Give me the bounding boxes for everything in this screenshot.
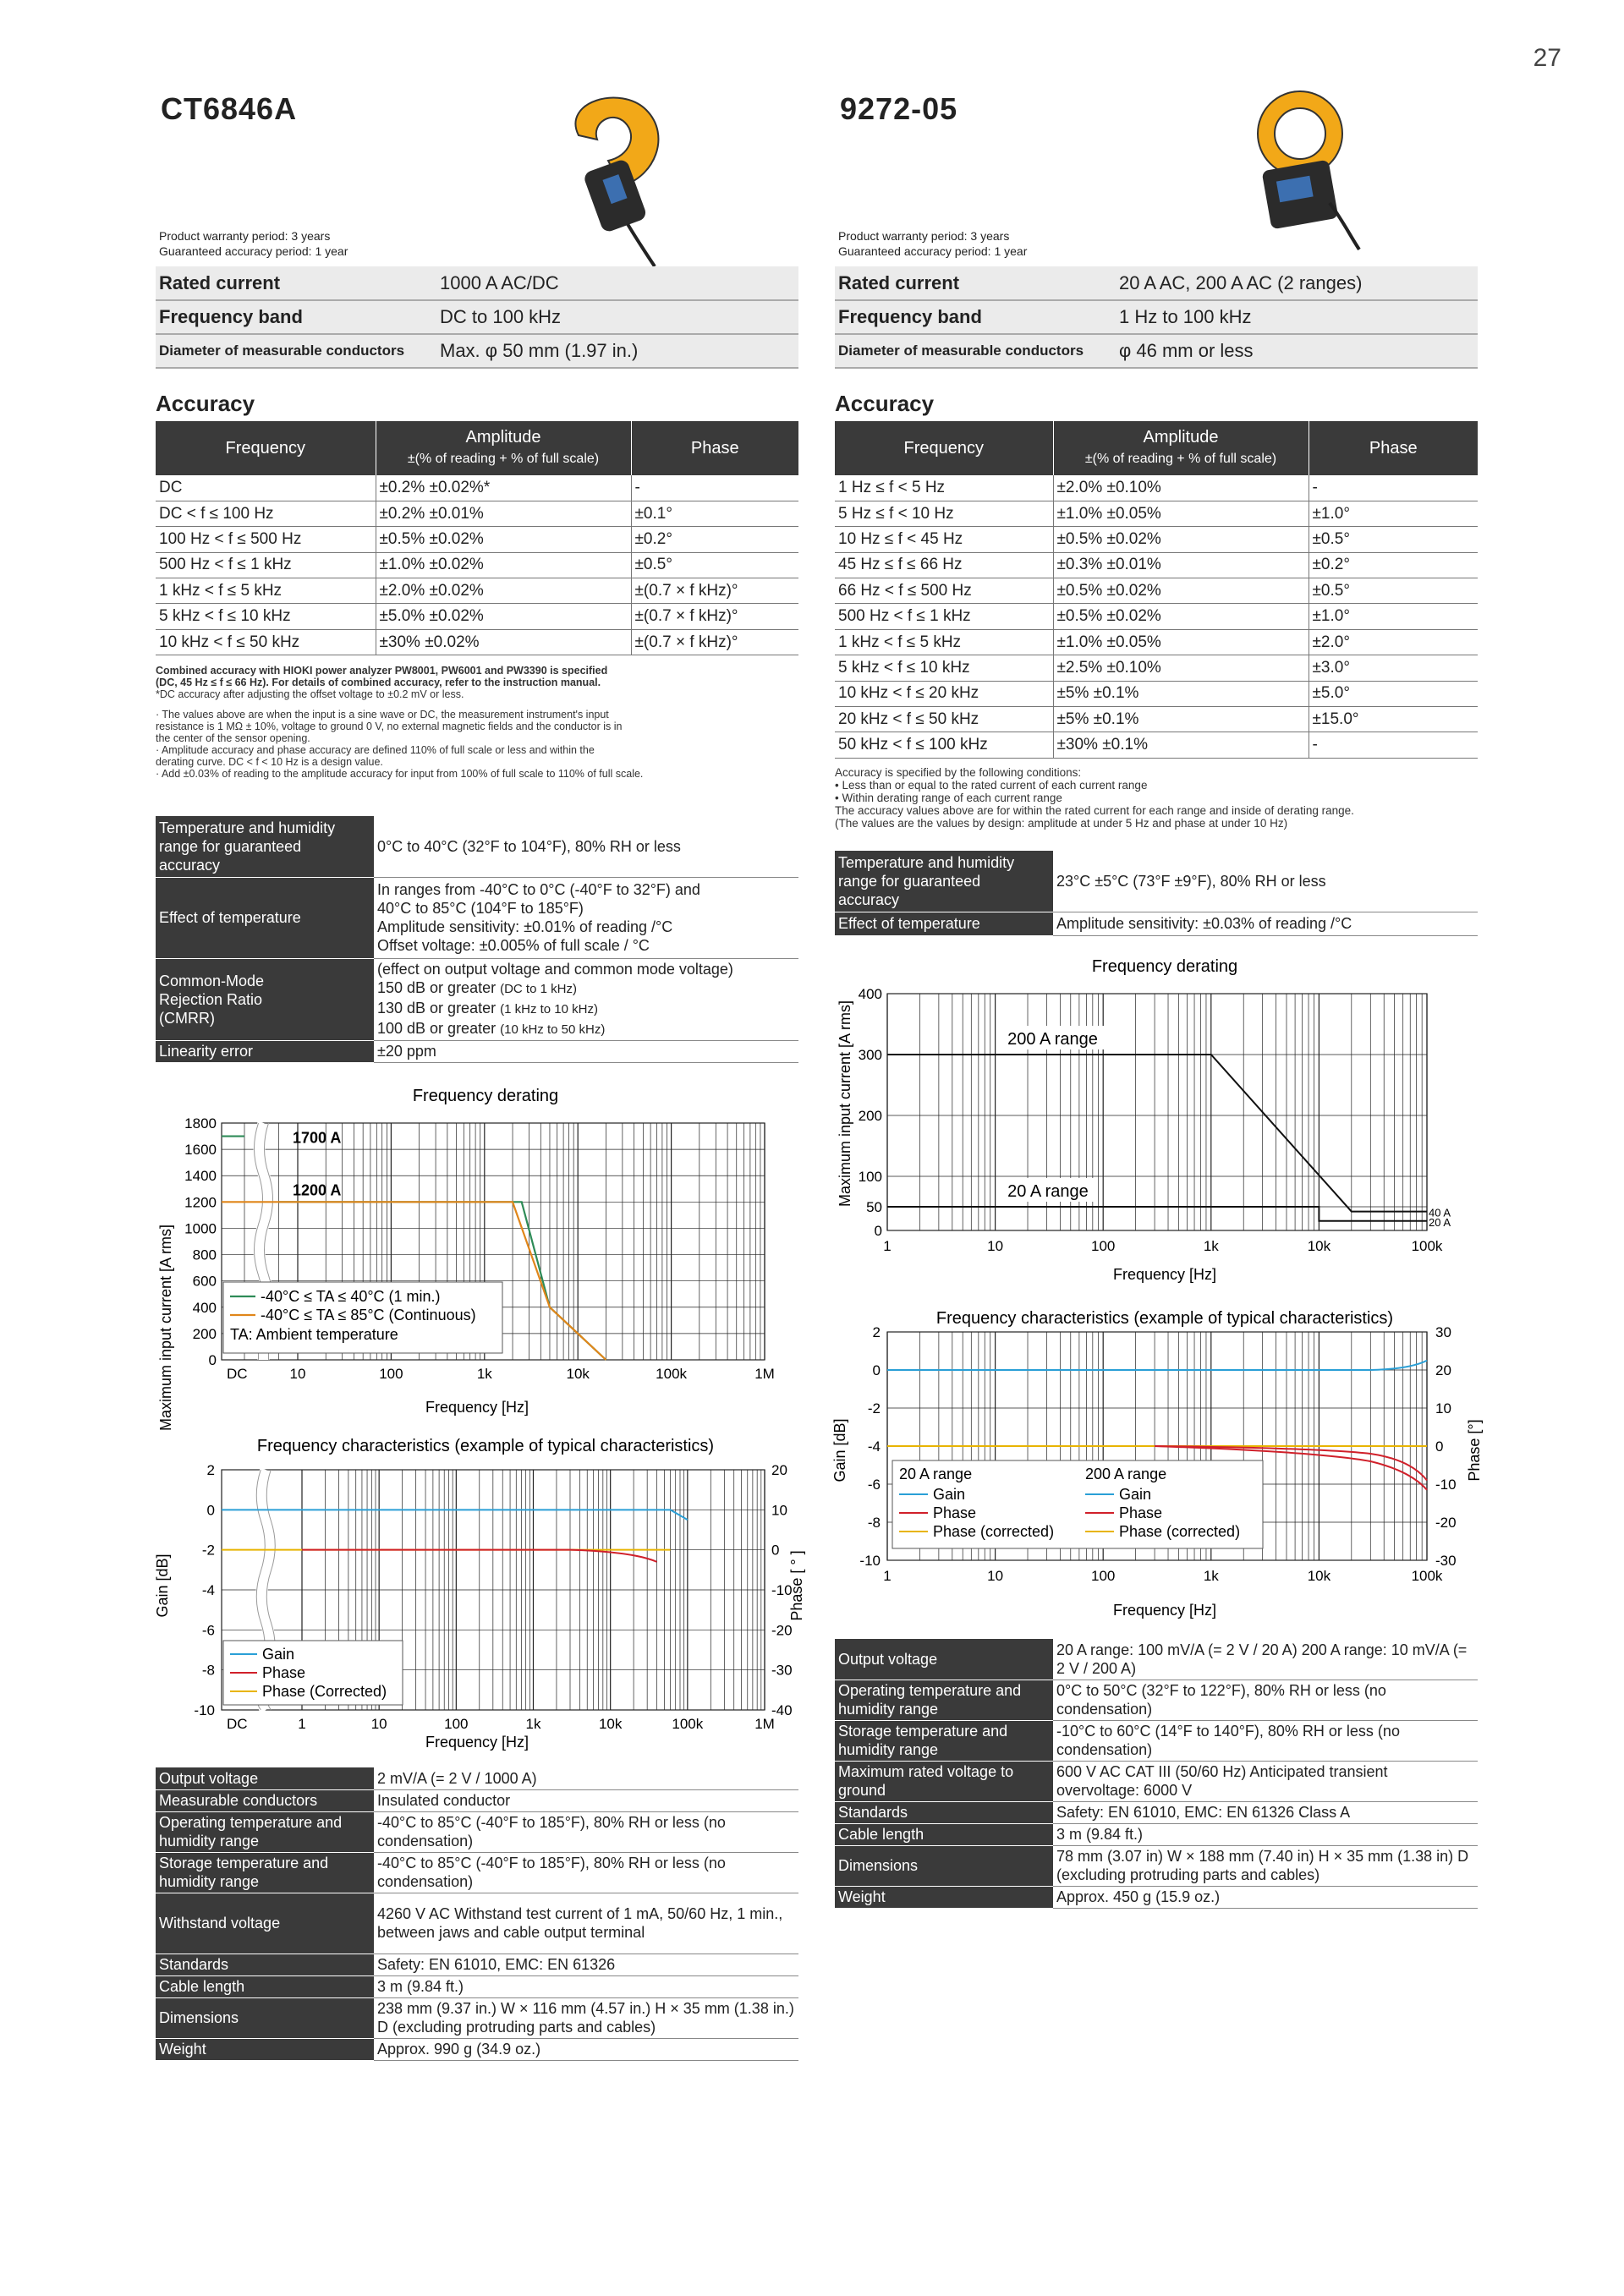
accuracy-heading: Accuracy <box>835 391 935 416</box>
spec-value: 20 A range: 100 mV/A (= 2 V / 20 A) 200 A range: 10 mV/A (= 2 V / 200 A) <box>1053 1639 1478 1680</box>
x-axis-label: Frequency [Hz] <box>425 1399 529 1416</box>
spec-label: Output voltage <box>156 1767 374 1789</box>
tick-label: 0 <box>872 1362 881 1378</box>
page-number: 27 <box>1533 44 1561 72</box>
accuracy-notes: Combined accuracy with HIOKI power analyzer PW8001, PW6001 and PW3390 is specified (DC, 45 Hz ≤ f ≤ 66 Hz). For details of combined accuracy, refer to the instruction manual. *DC accuracy after adjusting the offset voltage to ±0.2 mV or less. · The values above are when the input is a sine wave or DC, the measurement instrument's input resistance is 1 MΩ ± 10%, voltage to ground 0 V, no external magnetic fields and the conductor is in the center of the sensor opening. · Amplitude accuracy and phase accuracy are defined 110% of full scale or less and within the derating curve. DC < f < 10 Hz is a design value. · Add ±0.03% of reading to the amplitude accuracy for input from 100% of full scale to 110% of full scale. <box>156 665 644 780</box>
spec-row <box>156 1852 798 1893</box>
spec-value: Approx. 450 g (15.9 oz.) <box>1053 1886 1478 1908</box>
tick-label: 100 <box>444 1716 469 1732</box>
spec-row <box>835 1886 1478 1908</box>
tick-label: -4 <box>201 1582 215 1598</box>
accuracy-row <box>835 629 1478 655</box>
spec-label: Weight <box>156 2038 374 2060</box>
accuracy-cell: ±0.2° <box>1309 552 1478 578</box>
frequency-derating-chart <box>156 1082 798 1432</box>
annotation: 20 A <box>1429 1215 1451 1229</box>
y-axis-label: Maximum input current [A rms] <box>837 1000 853 1208</box>
accuracy-cell: ±5% ±0.1% <box>1053 681 1309 706</box>
tick-label: -30 <box>771 1662 793 1679</box>
tick-label: 10 <box>370 1716 387 1732</box>
accuracy-row <box>835 552 1478 578</box>
accuracy-row <box>156 501 798 526</box>
tick-label: -6 <box>201 1622 215 1639</box>
accuracy-row <box>835 707 1478 732</box>
tick-label: 0 <box>874 1223 882 1239</box>
tick-label: 200 <box>858 1108 882 1124</box>
accuracy-cell: ±0.5% ±0.02% <box>1053 527 1309 552</box>
accuracy-heading: Accuracy <box>156 391 255 416</box>
accuracy-cell: ±5.0% ±0.02% <box>376 604 631 629</box>
accuracy-cell: ±0.2° <box>631 527 798 552</box>
accuracy-row <box>156 604 798 629</box>
tick-label: -2 <box>867 1400 881 1417</box>
tick-label: 1600 <box>184 1142 217 1159</box>
spec-label: Output voltage <box>835 1639 1053 1680</box>
accuracy-cell: ±1.0° <box>1309 604 1478 629</box>
tick-label: -10 <box>194 1702 215 1718</box>
tick-label: -4 <box>867 1438 881 1455</box>
spec-label: Cable length <box>156 1975 374 1997</box>
tick-label: 400 <box>192 1299 217 1316</box>
tick-label: 10k <box>1307 1238 1331 1254</box>
accuracy-cell: 66 Hz < f ≤ 500 Hz <box>835 578 1053 604</box>
accuracy-cell: 1 kHz < f ≤ 5 kHz <box>835 629 1053 655</box>
legend-label: -40°C ≤ TA ≤ 85°C (Continuous) <box>261 1307 476 1323</box>
accuracy-cell: ±1.0% ±0.02% <box>376 552 631 578</box>
accuracy-cell: ±30% ±0.1% <box>1053 732 1309 758</box>
spec-row <box>835 1639 1478 1680</box>
accuracy-cell: 50 kHz < f ≤ 100 kHz <box>835 732 1053 758</box>
accuracy-row <box>156 629 798 655</box>
spec-row: Frequency band 1 Hz to 100 kHz <box>835 300 1478 334</box>
gain-line <box>887 1361 1427 1370</box>
tick-label: 100 <box>1091 1238 1116 1254</box>
spec-value: 3 m (9.84 ft.) <box>374 1975 798 1997</box>
tick-label: 400 <box>858 986 882 1002</box>
tick-label: 1k <box>476 1366 492 1382</box>
accuracy-cell: ±(0.7 × f kHz)° <box>631 578 798 604</box>
tick-label: 300 <box>858 1047 882 1063</box>
tick-label: -40 <box>771 1702 793 1718</box>
accuracy-cell: ±2.0° <box>1309 629 1478 655</box>
legend-label: TA: Ambient temperature <box>230 1326 398 1343</box>
tick-label: 1k <box>525 1716 541 1732</box>
spec-label: Dimensions <box>835 1845 1053 1886</box>
tick-label: 1800 <box>184 1115 217 1132</box>
tick-label: 2 <box>872 1324 881 1340</box>
accuracy-row <box>835 655 1478 681</box>
spec-label: Maximum rated voltage to ground <box>835 1761 1053 1801</box>
spec-row <box>835 1845 1478 1886</box>
accuracy-cell: - <box>1309 475 1478 501</box>
legend-label: Phase (corrected) <box>1119 1523 1241 1540</box>
accuracy-cell: ±2.0% ±0.02% <box>376 578 631 604</box>
accuracy-table: Frequency Amplitude ±(% of reading + % of full scale) Phase DC ±0.2% ±0.02%* - DC < f ≤ 100 Hz ±0.2% ±0.01% ±0.1° 100 Hz < f ≤ 500 Hz ±0.5% ±0.02% ±0.2° 500 Hz < f ≤ 1 kHz ±1.0% ±0.02% ±0.5° 1 kHz < f ≤ 5 kHz ±2.0% ±0.02% ±(0.7 × f kHz)° 5 kHz < f ≤ 10 kHz ±5.0% ±0.02% ±(0.7 × f kHz)° 10 kHz < f ≤ 50 kHz ±30% ±0.02% ±(0.7 × f kHz)° <box>156 421 798 655</box>
accuracy-cell: DC < f ≤ 100 Hz <box>156 501 376 526</box>
tick-label: 1k <box>1203 1568 1219 1584</box>
spec-label: Standards <box>835 1801 1053 1823</box>
accuracy-cell: ±0.5% ±0.02% <box>1053 604 1309 629</box>
spec-value: 600 V AC CAT III (50/60 Hz) Anticipated transient overvoltage: 6000 V <box>1053 1761 1478 1801</box>
product-title: 9272-05 <box>840 91 958 126</box>
annotation: 40 A <box>1429 1206 1451 1219</box>
spec-row: Diameter of measurable conductors Max. φ 50 mm (1.97 in.) <box>156 334 798 368</box>
spec-value: 3 m (9.84 ft.) <box>1053 1823 1478 1845</box>
accuracy-cell: ±0.5° <box>631 552 798 578</box>
legend-label: Phase <box>262 1664 306 1681</box>
accuracy-cell: ±1.0% ±0.05% <box>1053 629 1309 655</box>
tick-label: 10k <box>566 1366 590 1382</box>
y2-axis-label: Phase [ ° ] <box>788 1550 805 1621</box>
tick-label: 10 <box>289 1366 306 1382</box>
accuracy-cell: ±0.2% ±0.02%* <box>376 475 631 501</box>
tick-label: 30 <box>1435 1324 1451 1340</box>
accuracy-cell: ±0.5° <box>1309 578 1478 604</box>
tick-label: 20 <box>1435 1362 1451 1378</box>
tick-label: 800 <box>192 1247 217 1263</box>
spec-row <box>156 1997 798 2038</box>
accuracy-row <box>835 475 1478 501</box>
series-line-20a <box>887 1207 1427 1221</box>
spec-row: Diameter of measurable conductors φ 46 mm or less <box>835 334 1478 368</box>
spec-value: Safety: EN 61010, EMC: EN 61326 <box>374 1954 798 1975</box>
accuracy-cell: ±5% ±0.1% <box>1053 707 1309 732</box>
y-axis-label: Gain [dB] <box>831 1418 848 1482</box>
frequency-derating-chart <box>835 951 1486 1290</box>
annotation: 20 A range <box>1007 1182 1089 1201</box>
accuracy-cell: 5 kHz < f ≤ 10 kHz <box>156 604 376 629</box>
spec-value: 2 mV/A (= 2 V / 1000 A) <box>374 1767 798 1789</box>
spec-label: Cable length <box>835 1823 1053 1845</box>
spec-table-2 <box>835 1639 1478 1909</box>
legend-title: 200 A range <box>1085 1466 1167 1482</box>
frequency-characteristics-chart <box>156 1429 807 1767</box>
legend-label: Phase <box>1119 1504 1163 1521</box>
spec-row: Rated current 1000 A AC/DC <box>156 266 798 300</box>
accuracy-cell: ±15.0° <box>1309 707 1478 732</box>
accuracy-cell: ±1.0% ±0.05% <box>1053 501 1309 526</box>
accuracy-row <box>156 552 798 578</box>
spec-row <box>156 1893 798 1954</box>
accuracy-cell: ±(0.7 × f kHz)° <box>631 604 798 629</box>
tick-label: -10 <box>859 1553 881 1569</box>
spec-row <box>156 1811 798 1852</box>
tick-label: -10 <box>1435 1477 1457 1493</box>
accuracy-cell: DC <box>156 475 376 501</box>
tick-label: 1400 <box>184 1168 217 1185</box>
tick-label: 1 <box>883 1568 892 1584</box>
accuracy-cell: 100 Hz < f ≤ 500 Hz <box>156 527 376 552</box>
gain-line <box>222 1510 688 1520</box>
accuracy-cell: ±0.5% ±0.02% <box>376 527 631 552</box>
spec-value: 78 mm (3.07 in) W × 188 mm (7.40 in) H × 35 mm (1.38 in) D (excluding protruding parts and cables) <box>1053 1845 1478 1886</box>
warranty-info: Product warranty period: 3 years Guaranteed accuracy period: 1 year <box>159 229 348 258</box>
tick-label: DC <box>227 1716 248 1732</box>
accuracy-cell: ±2.0% ±0.10% <box>1053 475 1309 501</box>
legend-label: Phase (corrected) <box>933 1523 1055 1540</box>
spec-label: Weight <box>835 1886 1053 1908</box>
chart-title: Frequency characteristics (example of typical characteristics) <box>256 1437 715 1455</box>
tick-label: 10k <box>598 1716 623 1732</box>
tick-label: 100 <box>379 1366 403 1382</box>
tick-label: -8 <box>867 1515 881 1531</box>
legend-label: Phase <box>933 1504 977 1521</box>
spec-row <box>156 1975 798 1997</box>
legend-label: Phase (Corrected) <box>262 1683 387 1700</box>
tick-label: 10k <box>1307 1568 1331 1584</box>
tick-label: 2 <box>206 1462 215 1478</box>
accuracy-row <box>156 578 798 604</box>
accuracy-row <box>156 527 798 552</box>
spec-value: 4260 V AC Withstand test current of 1 mA, 50/60 Hz, 1 min., between jaws and cable output terminal <box>374 1893 798 1954</box>
main-spec-table <box>835 266 1478 369</box>
tick-label: 10 <box>771 1502 787 1519</box>
warranty-info: Product warranty period: 3 years Guaranteed accuracy period: 1 year <box>838 229 1028 258</box>
tick-label: 1k <box>1203 1238 1219 1254</box>
accuracy-cell: ±0.5° <box>1309 527 1478 552</box>
spec-row <box>156 2038 798 2060</box>
legend-label: Gain <box>262 1646 295 1663</box>
accuracy-cell: 1 Hz ≤ f < 5 Hz <box>835 475 1053 501</box>
tick-label: 0 <box>1435 1438 1444 1455</box>
spec-row <box>156 1954 798 1975</box>
y-axis-label: Maximum input current [A rms] <box>157 1224 174 1432</box>
accuracy-row <box>835 501 1478 526</box>
accuracy-cell: 5 kHz < f ≤ 10 kHz <box>835 655 1053 681</box>
spec-row <box>835 1801 1478 1823</box>
tick-label: -6 <box>867 1477 881 1493</box>
frequency-characteristics-chart <box>831 1298 1486 1628</box>
spec-row: Frequency band DC to 100 kHz <box>156 300 798 334</box>
tick-label: 100 <box>858 1169 882 1185</box>
annotation: 1700 A <box>293 1129 342 1147</box>
accuracy-cell: - <box>631 475 798 501</box>
chart-title: Frequency characteristics (example of typical characteristics) <box>935 1309 1394 1328</box>
accuracy-cell: 5 Hz ≤ f < 10 Hz <box>835 501 1053 526</box>
accuracy-row <box>835 527 1478 552</box>
spec-label: Operating temperature and humidity range <box>835 1680 1053 1720</box>
tick-label: -8 <box>201 1662 215 1679</box>
accuracy-cell: ±2.5% ±0.10% <box>1053 655 1309 681</box>
tick-label: 1 <box>298 1716 306 1732</box>
accuracy-cell: ±0.3% ±0.01% <box>1053 552 1309 578</box>
tick-label: 1000 <box>184 1220 217 1237</box>
legend-label: -40°C ≤ TA ≤ 40°C (1 min.) <box>261 1288 441 1305</box>
tick-label: 100k <box>1411 1238 1443 1254</box>
environment-table: Temperature and humidity range for guaranteed accuracy 0°C to 40°C (32°F to 104°F), 80% RH or less Effect of temperature In ranges from -40°C to 0°C (-40°F to 32°F) and 40°C to 85°C (104°F to 185°F) Amplitude sensitivity: ±0.01% of reading /°C Offset voltage: ±0.005% of full scale / °C Common-Mode Rejection Ratio (CMRR) (effect on output voltage and common mode voltage) 150 dB or greater (DC to 1 kHz) 130 dB or greater (1 kHz to 10 kHz) 100 dB or greater (10 kHz to 50 kHz) Linearity error ±20 ppm <box>156 816 798 1063</box>
legend-title: 20 A range <box>899 1466 973 1482</box>
tick-label: -20 <box>771 1622 793 1639</box>
spec-row <box>835 1720 1478 1761</box>
tick-label: 100k <box>1411 1568 1443 1584</box>
tick-label: 50 <box>866 1199 882 1215</box>
spec-row <box>156 1767 798 1789</box>
spec-row <box>156 1789 798 1811</box>
tick-label: 20 <box>771 1462 787 1478</box>
spec-value: Approx. 990 g (34.9 oz.) <box>374 2038 798 2060</box>
accuracy-row <box>835 578 1478 604</box>
spec-value: -40°C to 85°C (-40°F to 185°F), 80% RH or less (no condensation) <box>374 1852 798 1893</box>
product-title: CT6846A <box>161 91 298 126</box>
accuracy-row <box>835 681 1478 706</box>
accuracy-cell: 500 Hz < f ≤ 1 kHz <box>835 604 1053 629</box>
tick-label: 10 <box>987 1238 1004 1254</box>
clamp-sensor-image <box>528 85 689 271</box>
spec-row <box>835 1680 1478 1720</box>
spec-value: 0°C to 50°C (32°F to 122°F), 80% RH or less (no condensation) <box>1053 1680 1478 1720</box>
main-spec-table <box>156 266 798 369</box>
accuracy-cell: - <box>1309 732 1478 758</box>
spec-label: Operating temperature and humidity range <box>156 1811 374 1852</box>
plot-frame <box>887 994 1427 1230</box>
accuracy-cell: ±(0.7 × f kHz)° <box>631 629 798 655</box>
tick-label: 200 <box>192 1325 217 1342</box>
tick-label: 10 <box>1435 1400 1451 1417</box>
annotation: 200 A range <box>1007 1030 1098 1049</box>
spec-label: Storage temperature and humidity range <box>156 1852 374 1893</box>
x-axis-label: Frequency [Hz] <box>1112 1602 1217 1619</box>
tick-label: -10 <box>771 1582 793 1598</box>
accuracy-row <box>156 475 798 501</box>
accuracy-cell: 20 kHz < f ≤ 50 kHz <box>835 707 1053 732</box>
tick-label: 10 <box>987 1568 1004 1584</box>
accuracy-cell: 10 Hz ≤ f < 45 Hz <box>835 527 1053 552</box>
accuracy-cell: ±30% ±0.02% <box>376 629 631 655</box>
tick-label: -20 <box>1435 1515 1457 1531</box>
spec-value: Insulated conductor <box>374 1789 798 1811</box>
tick-label: -30 <box>1435 1553 1457 1569</box>
tick-label: 1M <box>754 1366 775 1382</box>
spec-value: -40°C to 85°C (-40°F to 185°F), 80% RH or less (no condensation) <box>374 1811 798 1852</box>
accuracy-cell: 45 Hz ≤ f ≤ 66 Hz <box>835 552 1053 578</box>
accuracy-table: Frequency Amplitude ±(% of reading + % of full scale) Phase 1 Hz ≤ f < 5 Hz ±2.0% ±0.10% - 5 Hz ≤ f < 10 Hz ±1.0% ±0.05% ±1.0° 10 Hz ≤ f < 45 Hz ±0.5% ±0.02% ±0.5° 45 Hz ≤ f ≤ 66 Hz ±0.3% ±0.01% ±0.2° 66 Hz < f ≤ 500 Hz ±0.5% ±0.02% ±0.5° 500 Hz < f ≤ 1 kHz ±0.5% ±0.02% ±1.0° 1 kHz < f ≤ 5 kHz ±1.0% ±0.05% ±2.0° 5 kHz < f ≤ 10 kHz ±2.5% ±0.10% ±3.0° 10 kHz < f ≤ 20 kHz ±5% ±0.1% ±5.0° 20 kHz < f ≤ 50 kHz ±5% ±0.1% ±15.0° 50 kHz < f ≤ 100 kHz ±30% ±0.1% - <box>835 421 1478 759</box>
tick-label: 0 <box>771 1542 780 1559</box>
tick-label: 100 <box>1091 1568 1116 1584</box>
series-line-200a <box>887 1055 1427 1212</box>
accuracy-cell: 500 Hz < f ≤ 1 kHz <box>156 552 376 578</box>
accuracy-cell: ±5.0° <box>1309 681 1478 706</box>
spec-value: Safety: EN 61010, EMC: EN 61326 Class A <box>1053 1801 1478 1823</box>
tick-label: 1200 <box>184 1194 217 1211</box>
accuracy-row <box>835 604 1478 629</box>
annotation: 1200 A <box>293 1181 342 1199</box>
spec-label: Measurable conductors <box>156 1789 374 1811</box>
accuracy-cell: 10 kHz < f ≤ 20 kHz <box>835 681 1053 706</box>
accuracy-cell: ±1.0° <box>1309 501 1478 526</box>
chart-title: Frequency derating <box>412 1087 559 1105</box>
environment-table: Temperature and humidity range for guaranteed accuracy 23°C ±5°C (73°F ±9°F), 80% RH or less Effect of temperature Amplitude sensitivity: ±0.03% of reading /°C <box>835 851 1478 936</box>
legend-label: Gain <box>1119 1486 1152 1503</box>
tick-label: 0 <box>206 1502 215 1519</box>
spec-label: Dimensions <box>156 1997 374 2038</box>
accuracy-cell: ±3.0° <box>1309 655 1478 681</box>
spec-label: Storage temperature and humidity range <box>835 1720 1053 1761</box>
legend-label: Gain <box>933 1486 966 1503</box>
tick-label: 100k <box>656 1366 688 1382</box>
accuracy-notes: Accuracy is specified by the following conditions: • Less than or equal to the rated current of each current range • Within derating range of each current range The accuracy values above are for within the rated current for each range and inside of derating range. (The values are the values by design: amplitude at under 5 Hz and phase at under 10 Hz) <box>835 766 1354 830</box>
accuracy-cell: ±0.2% ±0.01% <box>376 501 631 526</box>
accuracy-cell: ±0.5% ±0.02% <box>1053 578 1309 604</box>
clamp-sensor-image <box>1232 85 1385 254</box>
spec-label: Withstand voltage <box>156 1893 374 1954</box>
chart-title: Frequency derating <box>1091 957 1238 976</box>
tick-label: 100k <box>672 1716 704 1732</box>
y-axis-label: Gain [dB] <box>154 1553 171 1618</box>
accuracy-cell: ±0.1° <box>631 501 798 526</box>
spec-table-2 <box>156 1767 798 2061</box>
tick-label: 600 <box>192 1273 217 1290</box>
tick-label: 1M <box>754 1716 775 1732</box>
tick-label: 1 <box>883 1238 892 1254</box>
accuracy-cell: 10 kHz < f ≤ 50 kHz <box>156 629 376 655</box>
x-axis-label: Frequency [Hz] <box>425 1734 529 1751</box>
accuracy-row <box>835 732 1478 758</box>
spec-row <box>835 1761 1478 1801</box>
tick-label: DC <box>227 1366 248 1382</box>
spec-row: Rated current 20 A AC, 200 A AC (2 ranges) <box>835 266 1478 300</box>
y2-axis-label: Phase [°] <box>1466 1419 1483 1482</box>
x-axis-label: Frequency [Hz] <box>1112 1266 1217 1283</box>
spec-value: -10°C to 60°C (14°F to 140°F), 80% RH or less (no condensation) <box>1053 1720 1478 1761</box>
spec-label: Standards <box>156 1954 374 1975</box>
spec-row <box>835 1823 1478 1845</box>
tick-label: 0 <box>208 1352 217 1368</box>
accuracy-cell: 1 kHz < f ≤ 5 kHz <box>156 578 376 604</box>
spec-value: 238 mm (9.37 in.) W × 116 mm (4.57 in.) H × 35 mm (1.38 in.) D (excluding protruding parts and cables) <box>374 1997 798 2038</box>
tick-label: -2 <box>201 1542 215 1559</box>
